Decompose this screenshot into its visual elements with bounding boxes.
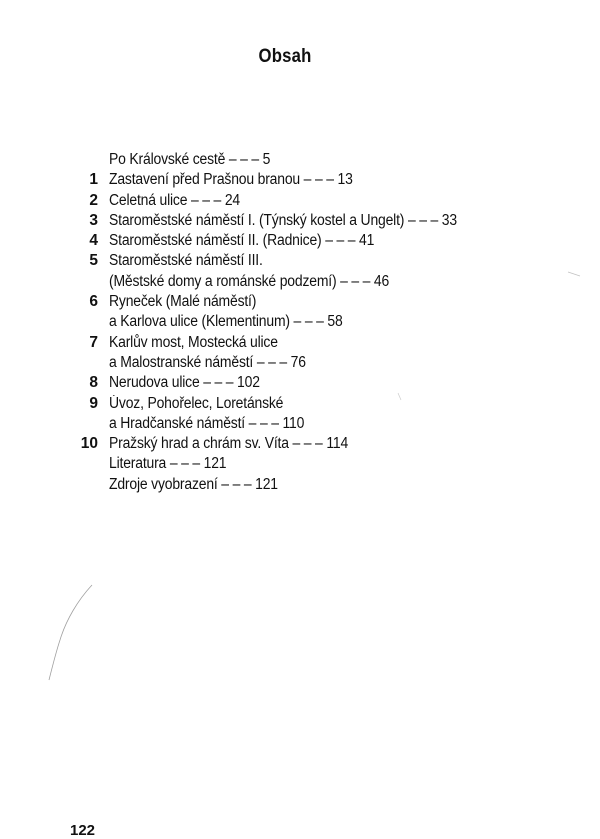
toc-entry: [72, 373, 572, 393]
toc-entry-text: [109, 434, 572, 454]
toc-chapter-number: 4: [89, 232, 98, 250]
toc-entry: [72, 251, 572, 292]
toc-chapter-number: 6: [89, 293, 98, 311]
toc-chapter-number: 9: [89, 394, 98, 412]
toc-entry: [72, 170, 572, 190]
toc-line: Literatura – – – 121: [109, 455, 227, 473]
toc-entry-text: [109, 373, 572, 393]
toc-chapter-number: 5: [89, 252, 98, 270]
toc-entry: [72, 333, 572, 374]
toc-entry-text: [109, 150, 572, 170]
toc-entry-text: [109, 211, 572, 231]
toc-line: Po Královské cestě – – – 5: [109, 151, 271, 168]
toc-chapter-number: 8: [89, 374, 98, 392]
toc-entry-text: [109, 454, 572, 474]
toc-line: Úvoz, Pohořelec, Loretánské: [109, 394, 284, 412]
toc-entry-text: [109, 292, 572, 333]
toc-chapter-number: 2: [89, 191, 98, 209]
toc-line: Pražský hrad a chrám sv. Víta – – – 114: [109, 435, 349, 453]
toc-line: Zastavení před Prašnou branou – – – 13: [109, 171, 353, 189]
toc-entry-text: [109, 475, 572, 495]
toc-line: Celetná ulice – – – 24: [109, 191, 240, 209]
toc-entry: [72, 211, 572, 231]
toc-line: Staroměstské náměstí III.: [109, 252, 263, 270]
toc-chapter-number: 1: [89, 171, 98, 189]
toc-line: (Městské domy a románské podzemí) – – – 46: [109, 272, 390, 290]
toc-line: Staroměstské náměstí II. (Radnice) – – – 41: [109, 232, 375, 250]
toc-entry: [72, 394, 572, 435]
toc-line: Ryneček (Malé náměstí): [109, 293, 257, 311]
toc-chapter-number: 3: [89, 211, 98, 229]
toc-line: Karlův most, Mostecká ulice: [109, 333, 278, 351]
toc-entry-text: [109, 231, 572, 251]
toc-entry: [72, 150, 572, 170]
toc-entry: [72, 475, 572, 495]
toc-entry-text: [109, 333, 572, 374]
toc-line: Zdroje vyobrazení – – – 121: [109, 475, 278, 493]
toc-chapter-number: 10: [80, 435, 98, 453]
toc-line: Nerudova ulice – – – 102: [109, 374, 260, 392]
pencil-stroke: [49, 585, 92, 680]
toc-entry-text: [109, 170, 572, 190]
toc-entry: [72, 231, 572, 251]
toc-entry: [72, 434, 572, 454]
toc-entry-text: [109, 251, 572, 292]
toc-line: a Hradčanské náměstí – – – 110: [109, 414, 305, 432]
toc-entry-text: [109, 394, 572, 435]
toc-entry: [72, 191, 572, 211]
toc-line: a Karlova ulice (Klementinum) – – – 58: [109, 313, 343, 331]
toc-chapter-number: 7: [89, 333, 98, 351]
page-number: 122: [70, 822, 96, 839]
table-of-contents: [72, 150, 572, 495]
toc-line: a Malostranské náměstí – – – 76: [109, 353, 306, 371]
toc-entry: [72, 292, 572, 333]
toc-line: Staroměstské náměstí I. (Týnský kostel a Ungelt) – – – 33: [109, 211, 457, 229]
page-title: Obsah: [258, 46, 312, 67]
toc-entry: [72, 454, 572, 474]
toc-entry-text: [109, 191, 572, 211]
